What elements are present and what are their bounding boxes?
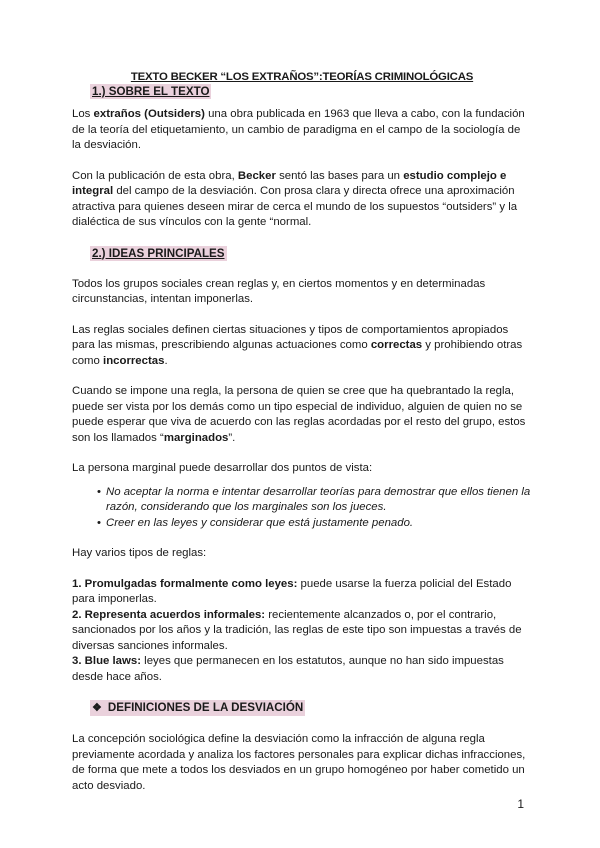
page-number: 1 (517, 797, 524, 811)
section1-heading: 1.) SOBRE EL TEXTO (92, 85, 210, 98)
document-page (72, 70, 532, 794)
list-item: • Creer en las leyes y considerar que está justamente penado. (106, 516, 532, 532)
section2-paragraph2: Las reglas sociales definen ciertas situaciones y tipos de comportamientos apropiados para las mismas, prescribiendo algunas actuaciones como correctas y prohibiendo otras como incorrectas. (72, 323, 523, 367)
list-item: • No aceptar la norma e intentar desarrollar teorías para demostrar que ellos tienen la razón, considerando que los marginales son los jueces. (97, 485, 531, 513)
section2-paragraph5: Hay varios tipos de reglas: (72, 547, 207, 559)
rule-item-3: 3. Blue laws: leyes que permanecen en los estatutos, aunque no han sido impuestas desde hace años. (72, 655, 504, 683)
section1-paragraph2: Con la publicación de esta obra, Becker sentó las bases para un estudio complejo e integral del campo de la desviación. Con prosa clara y directa ofrece una aproximación atractiva para quienes deseen mirar de cerca el mundo de los supuestos “outsiders” y la dialéctica de sus vínculos con la gente “normal. (72, 169, 518, 228)
section2-heading-wrap (90, 246, 532, 261)
section2-paragraph4: La persona marginal puede desarrollar dos puntos de vista: (72, 462, 373, 474)
section2-paragraph3: Cuando se impone una regla, la persona de quien se cree que ha quebrantado la regla, puede ser vista por los demás como un tipo especial de individuo, alguien de quien no se puede esperar que viva de acuerdo con las reglas acordadas por el resto del grupo, estos son los llamados “marginados”. (72, 385, 526, 444)
bullet-icon: • (97, 485, 101, 498)
bullet-icon: • (97, 516, 101, 529)
section1-paragraph1: Los extraños (Outsiders) una obra publicada en 1963 que lleva a cabo, con la fundación de la teoría del etiquetamiento, un cambio de paradigma en el campo de la sociología de la desviación. (72, 108, 525, 151)
viewpoints-list (72, 485, 532, 532)
section2-heading: 2.) IDEAS PRINCIPALES (92, 246, 225, 260)
diamond-bullet-icon: ❖ (92, 702, 102, 714)
document-title: TEXTO BECKER “LOS EXTRAÑOS”:TEORÍAS CRIMINOLÓGICAS (130, 71, 474, 83)
section2-paragraph1: Todos los grupos sociales crean reglas y, en ciertos momentos y en determinadas circunstancias, intentan imponerlas. (72, 277, 486, 305)
section3-heading-wrap (90, 700, 532, 716)
rule-item-2: 2. Representa acuerdos informales: recientemente alcanzados o, por el contrario, sancionados por los años y la tradición, las reglas de este tipo son impuestas a través de diversas sanciones informales. (72, 608, 522, 652)
rule-item-1: 1. Promulgadas formalmente como leyes: puede usarse la fuerza policial del Estado para imponerlas. (72, 577, 512, 605)
section3-heading: ❖ DEFINICIONES DE LA DESVIACIÓN (92, 701, 304, 714)
section3-paragraph1: La concepción sociológica define la desviación como la infracción de alguna regla previamente acordada y analiza los factores personales para explicar dichas infracciones, de forma que mete a todos los desviados en un grupo homogéneo por haber cometido un acto desviado. (72, 733, 526, 792)
section1-heading-wrap (90, 84, 532, 99)
